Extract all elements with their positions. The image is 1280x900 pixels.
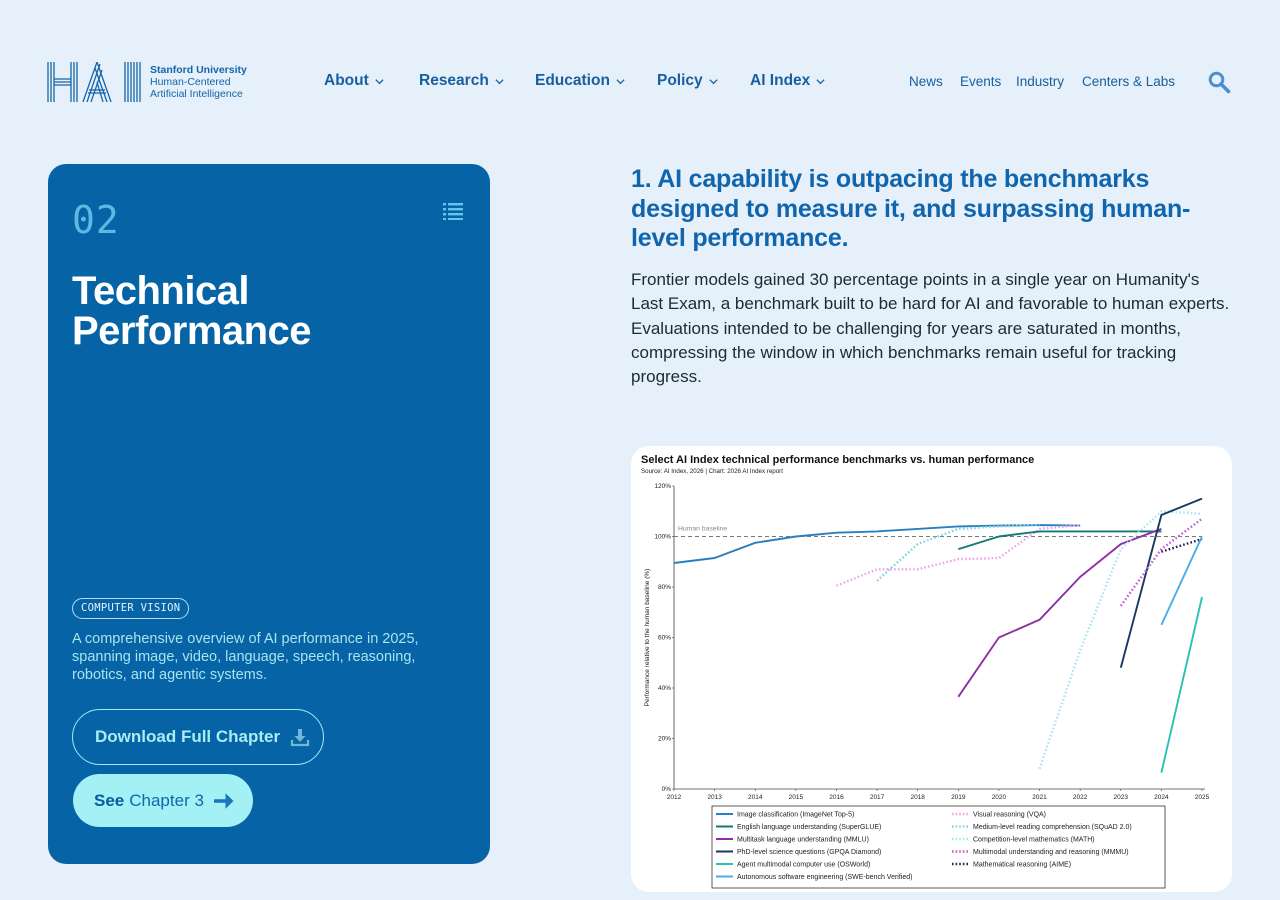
legend-label-9: Mathematical reasoning (AIME) [973,861,1072,869]
chart-canvas [631,446,1232,892]
chevron-down-icon [374,76,385,87]
nav-about-label: About [324,72,369,89]
legend-label-8: Agent multimodal computer use (OSWorld) [737,861,871,869]
y-axis-label: Performance relative to the human baseline (%) [644,568,651,707]
chevron-down-icon [708,76,719,87]
chevron-down-icon [494,76,505,87]
series-line-10 [1161,537,1202,625]
y-tick-label: 80% [657,584,671,592]
x-tick-label: 2022 [1072,794,1088,801]
table-of-contents-button[interactable] [443,202,463,220]
x-tick-label: 2019 [951,794,966,801]
search-button[interactable] [1207,70,1231,94]
nav-ai-index-label: AI Index [750,72,811,89]
x-tick-label: 2016 [829,794,844,801]
nav-education-label: Education [535,72,610,89]
chapter-description: A comprehensive overview of AI performance in 2025, spanning image, video, language, speech, reasoning, robotics, and agentic systems. [72,631,419,683]
chevron-down-icon [615,76,626,87]
series-line-6 [1121,499,1202,668]
article-body: Frontier models gained 30 percentage points in a single year on Humanity's Last Exam, a benchmark built to be hard for AI and favorable to human experts. Evaluations intended to be challenging for years are saturated in months, compressing the window in which benchmarks remain useful for tracking progress. [631,270,1230,387]
chapter-card [48,164,490,864]
x-tick-label: 2014 [747,794,763,801]
magnifier-icon [1207,70,1231,94]
topic-tag[interactable]: COMPUTER VISION [72,598,189,619]
legend-label-7: Multimodal understanding and reasoning (MMMU) [973,849,1129,856]
legend-label-5: Competition-level mathematics (MATH) [973,836,1095,844]
x-tick-label: 2025 [1194,794,1210,801]
download-chapter-label: Download Full Chapter [95,727,281,746]
article-headline: 1. AI capability is outpacing the benchmarks designed to measure it, and surpassing human-level performance. [631,165,1191,252]
legend-label-10: Autonomous software engineering (SWE-bench Verified) [737,874,913,881]
y-tick-label: 60% [657,634,671,642]
logo-line-2: Human-Centered [150,76,231,88]
nav-research-label: Research [419,72,489,89]
download-icon [290,727,310,747]
series-line-1 [837,525,1081,586]
nav-education[interactable] [535,72,626,90]
logo-wordmark [150,64,247,100]
x-tick-label: 2018 [910,794,925,801]
list-icon [443,202,463,220]
nav-ai-index[interactable] [750,72,826,90]
series-line-5 [1040,511,1203,769]
chapter-title: Technical Performance [72,269,312,353]
util-news-link[interactable]: News [909,74,943,89]
x-tick-label: 2017 [869,794,885,801]
chart-title: Select AI Index technical performance benchmarks vs. human performance [641,454,1035,466]
next-chapter-prefix: See [94,790,125,810]
legend-label-0: Image classification (ImageNet Top-5) [737,811,855,819]
nav-policy-label: Policy [657,72,703,89]
next-chapter-button[interactable] [73,774,253,827]
hai-logo-mark-icon [47,62,141,102]
util-centers-labs-link[interactable]: Centers & Labs [1082,74,1176,89]
chapter-number: 02 [72,198,120,242]
next-chapter-label: Chapter 3 [129,790,204,810]
series-line-8 [1161,597,1202,773]
download-chapter-button[interactable] [72,709,324,765]
legend-label-2: English language understanding (SuperGLUE) [737,824,882,831]
nav-research[interactable] [419,72,505,90]
chevron-down-icon [815,76,826,87]
x-tick-label: 2013 [707,794,722,801]
y-tick-label: 40% [657,685,671,693]
legend-label-4: Multitask language understanding (MMLU) [737,836,869,844]
series-line-4 [958,529,1161,697]
util-events-link[interactable]: Events [960,74,1002,89]
y-tick-label: 20% [657,735,671,743]
legend-label-6: PhD-level science questions (GPQA Diamond) [737,849,882,856]
y-tick-label: 0% [661,786,671,794]
x-tick-label: 2023 [1113,794,1129,801]
benchmark-chart [631,446,1232,892]
x-tick-label: 2012 [666,794,682,801]
y-tick-label: 120% [654,483,671,491]
x-tick-label: 2020 [991,794,1007,801]
legend-label-1: Visual reasoning (VQA) [973,811,1047,819]
util-industry-link[interactable]: Industry [1016,74,1065,89]
chart-subtitle: Source: AI Index, 2026 | Chart: 2026 AI Index report [641,468,783,475]
x-tick-label: 2015 [788,794,804,801]
x-tick-label: 2024 [1154,794,1169,801]
hai-logo[interactable] [47,62,247,102]
legend-label-3: Medium-level reading comprehension (SQuAD 2.0) [973,824,1132,831]
logo-line-1: Stanford University [150,64,247,76]
nav-about[interactable] [324,72,385,90]
human-baseline-label: Human baseline [678,525,728,533]
arrow-right-icon [213,792,234,810]
logo-line-3: Artificial Intelligence [150,88,243,100]
series-line-3 [877,525,1039,581]
x-tick-label: 2021 [1032,794,1047,801]
y-tick-label: 100% [654,533,671,541]
nav-policy[interactable] [657,72,719,90]
